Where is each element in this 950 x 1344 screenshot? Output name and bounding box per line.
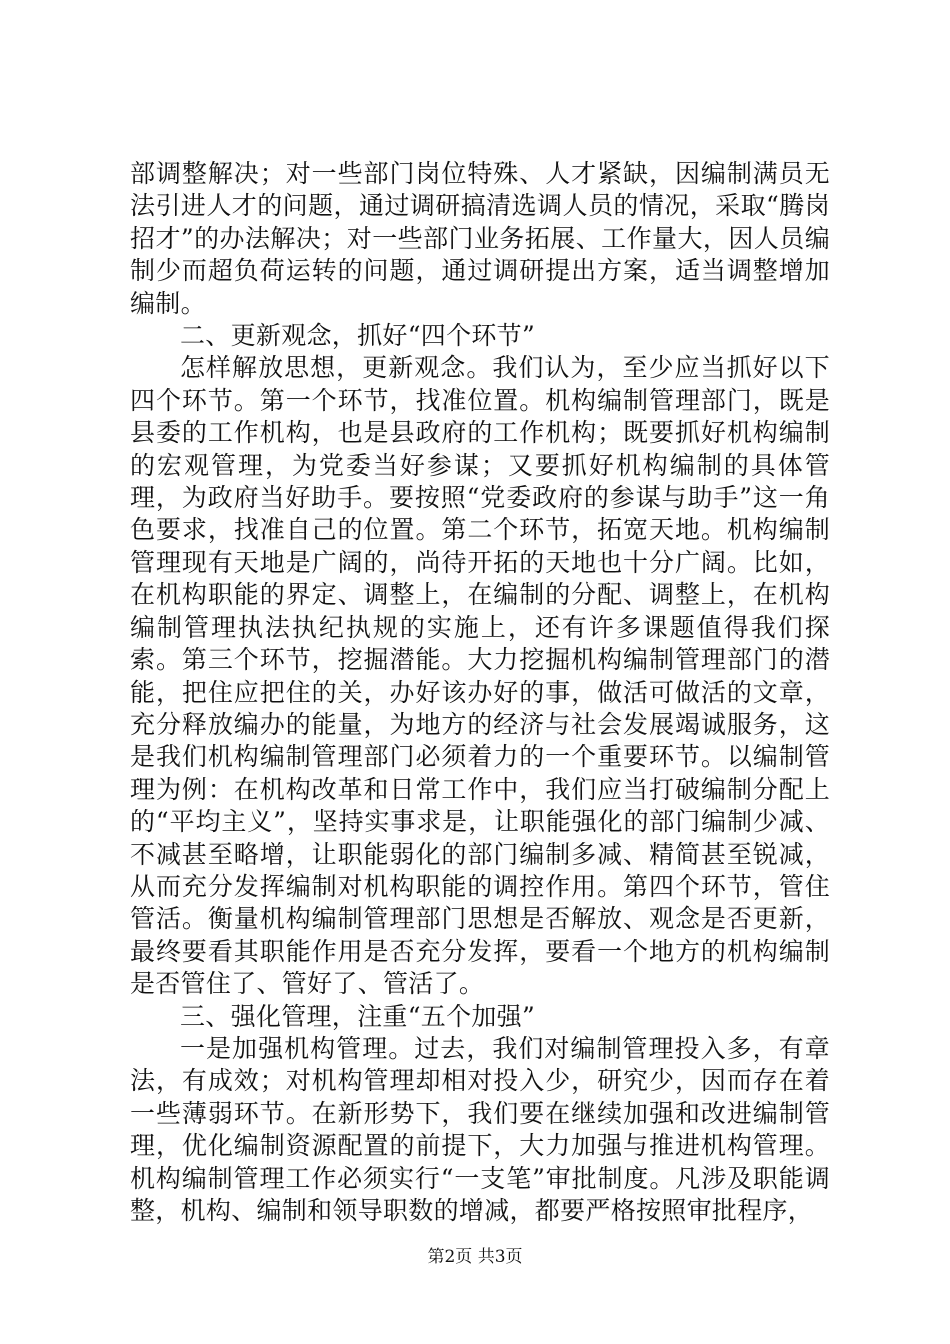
page-number-footer: 第2页 共3页 xyxy=(427,1247,523,1267)
paragraph-continued: 部调整解决；对一些部门岗位特殊、人才紧缺，因编制满员无法引进人才的问题，通过调研搞清选调人员的情况，采取“腾岗招才”的办法解决；对一些部门业务拓展、工作量大，因人员编制少而超负荷运转的问题，通过调研提出方案，适当调整增加编制。 xyxy=(130,159,830,318)
paragraph-four-links: 怎样解放思想，更新观念。我们认为，至少应当抓好以下四个环节。第一个环节，找准位置。机构编制管理部门，既是县委的工作机构，也是县政府的工作机构；既要抓好机构编制的宏观管理，为党委当好参谋；又要抓好机构编制的具体管理，为政府当好助手。要按照“党委政府的参谋与助手”这一角色要求，找准自己的位置。第二个环节，拓宽天地。机构编制管理现有天地是广阔的，尚待开拓的天地也十分广阔。比如，在机构职能的界定、调整上，在编制的分配、调整上，在机构编制管理执法执纪执规的实施上，还有许多课题值得我们探索。第三个环节，挖掘潜能。大力挖掘机构编制管理部门的潜能，把住应把住的关，办好该办好的事，做活可做活的文章，充分释放编办的能量，为地方的经济与社会发展竭诚服务，这是我们机构编制管理部门必须着力的一个重要环节。以编制管理为例：在机构改革和日常工作中，我们应当打破编制分配上的“平均主义”，坚持实事求是，让职能强化的部门编制少减、不减甚至略增，让职能弱化的部门编制多减、精简甚至锐减，从而充分发挥编制对机构职能的调控作用。第四个环节，管住管活。衡量机构编制管理部门思想是否解放、观念是否更新，最终要看其职能作用是否充分发挥，要看一个地方的机构编制是否管住了、管好了、管活了。 xyxy=(130,353,830,999)
section-heading-2: 二、更新观念，抓好“四个环节” xyxy=(180,321,536,351)
section-heading-3: 三、强化管理，注重“五个加强” xyxy=(180,1001,536,1031)
paragraph-institution-management: 一是加强机构管理。过去，我们对编制管理投入多，有章法，有成效；对机构管理却相对投入少，研究少，因而存在着一些薄弱环节。在新形势下，我们要在继续加强和改进编制管理，优化编制资源配置的前提下，大力加强与推进机构管理。机构编制管理工作必须实行“一支笔”审批制度。凡涉及职能调整，机构、编制和领导职数的增减，都要严格按照审批程序， xyxy=(130,1033,830,1225)
document-body xyxy=(130,158,830,1227)
